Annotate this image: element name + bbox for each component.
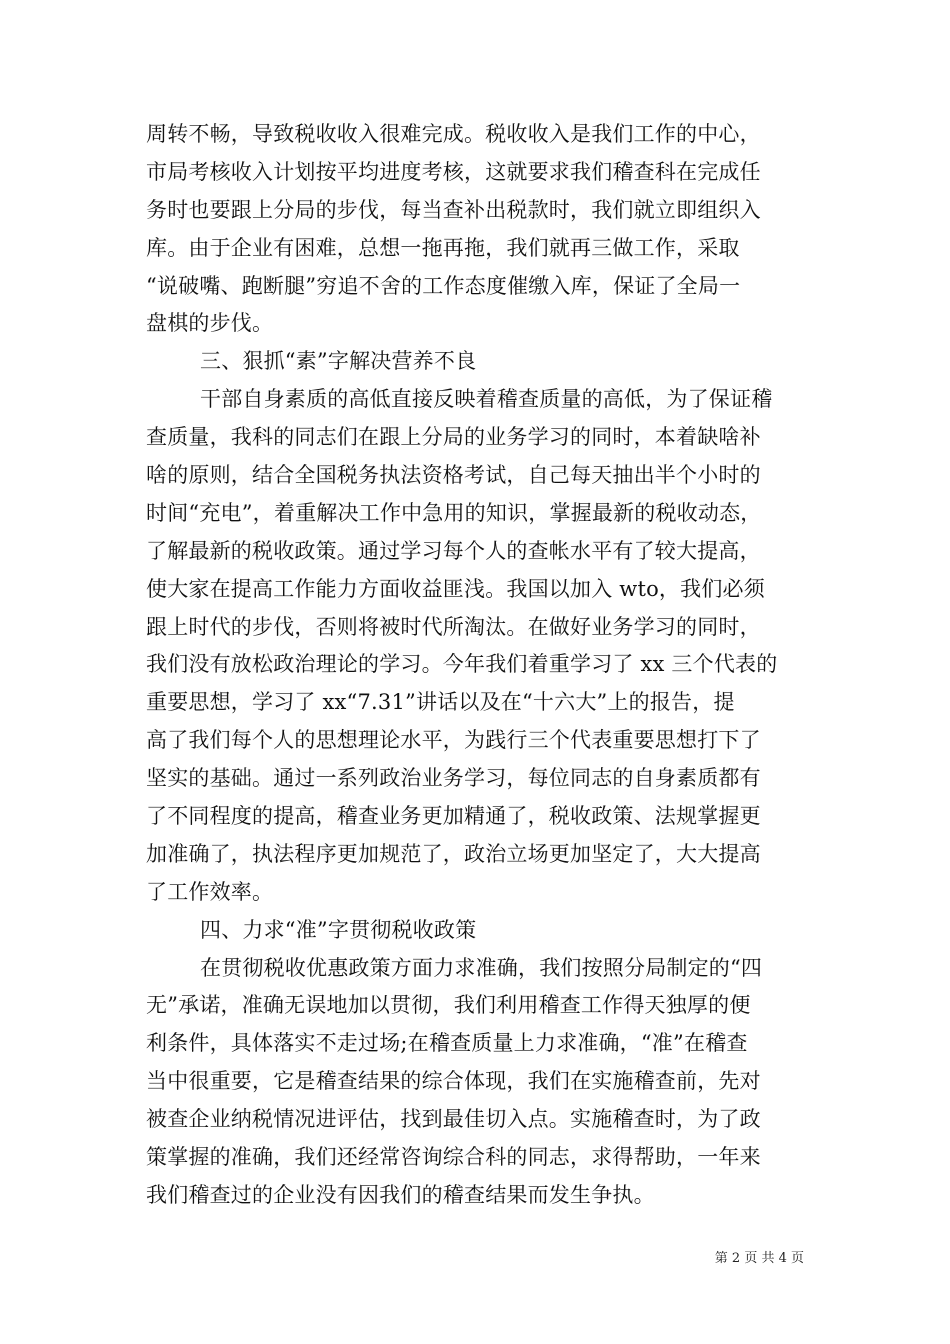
text-line: 了解最新的税收政策。通过学习每个人的查帐水平有了较大提高， (146, 538, 761, 563)
page-number-footer: 第 2 页 共 4 页 (714, 1251, 804, 1266)
text-line: 了不同程度的提高，稽查业务更加精通了，税收政策、法规掌握更 (146, 804, 761, 829)
text-line: 时间“充电”，着重解决工作中急用的知识，掌握最新的税收动态， (146, 500, 762, 525)
text-line: 查质量，我科的同志们在跟上分局的业务学习的同时，本着缺啥补 (146, 425, 761, 450)
text-line: 利条件，具体落实不走过场;在稽查质量上力求准确，“准”在稽查 (146, 1031, 748, 1056)
text-line: 了工作效率。 (146, 879, 274, 904)
text-line: 坚实的基础。通过一系列政治业务学习，每位同志的自身素质都有 (146, 766, 761, 791)
document-body (146, 116, 826, 1215)
section-heading-4: 四、力求“准”字贯彻税收政策 (200, 917, 477, 942)
text-line: 盘棋的步伐。 (146, 311, 274, 336)
text-line: 重要思想，学习了 xx“7.31”讲话以及在“十六大”上的报告，提 (146, 690, 735, 715)
text-line: 当中很重要，它是稽查结果的综合体现，我们在实施稽查前，先对 (146, 1069, 761, 1094)
text-line: 干部自身素质的高低直接反映着稽查质量的高低，为了保证稽 (200, 387, 773, 412)
text-line: 使大家在提高工作能力方面收益匪浅。我国以加入 wto，我们必须 (146, 576, 765, 601)
text-line: 周转不畅，导致税收收入很难完成。税收收入是我们工作的中心， (146, 122, 761, 146)
section-heading-3: 三、狠抓“素”字解决营养不良 (200, 349, 477, 374)
text-line: 市局考核收入计划按平均进度考核，这就要求我们稽查科在完成任 (146, 159, 761, 184)
text-line: 啥的原则，结合全国税务执法资格考试，自己每天抽出半个小时的 (146, 463, 761, 488)
text-line: 加准确了，执法程序更加规范了，政治立场更加坚定了，大大提高 (146, 841, 761, 866)
text-line: 跟上时代的步伐，否则将被时代所淘汰。在做好业务学习的同时， (146, 614, 761, 639)
text-line: 高了我们每个人的思想理论水平，为践行三个代表重要思想打下了 (146, 728, 761, 753)
text-line: 策掌握的准确，我们还经常咨询综合科的同志，求得帮助，一年来 (146, 1145, 761, 1170)
text-line: 我们稽查过的企业没有因我们的稽查结果而发生争执。 (146, 1182, 655, 1207)
text-line: 无”承诺，准确无误地加以贯彻，我们利用稽查工作得天独厚的便 (146, 993, 751, 1018)
text-line: 库。由于企业有困难，总想一拖再拖，我们就再三做工作，采取 (146, 235, 740, 260)
text-line: 我们没有放松政治理论的学习。今年我们着重学习了 xx 三个代表的 (146, 652, 778, 677)
text-line: “说破嘴、跑断腿”穷追不舍的工作态度催缴入库，保证了全局一 (146, 273, 741, 298)
text-line: 被查企业纳税情况进评估，找到最佳切入点。实施稽查时，为了政 (146, 1107, 761, 1132)
text-line: 在贯彻税收优惠政策方面力求准确，我们按照分局制定的“四 (200, 955, 763, 980)
text-line: 务时也要跟上分局的步伐，每当查补出税款时，我们就立即组织入 (146, 197, 761, 222)
